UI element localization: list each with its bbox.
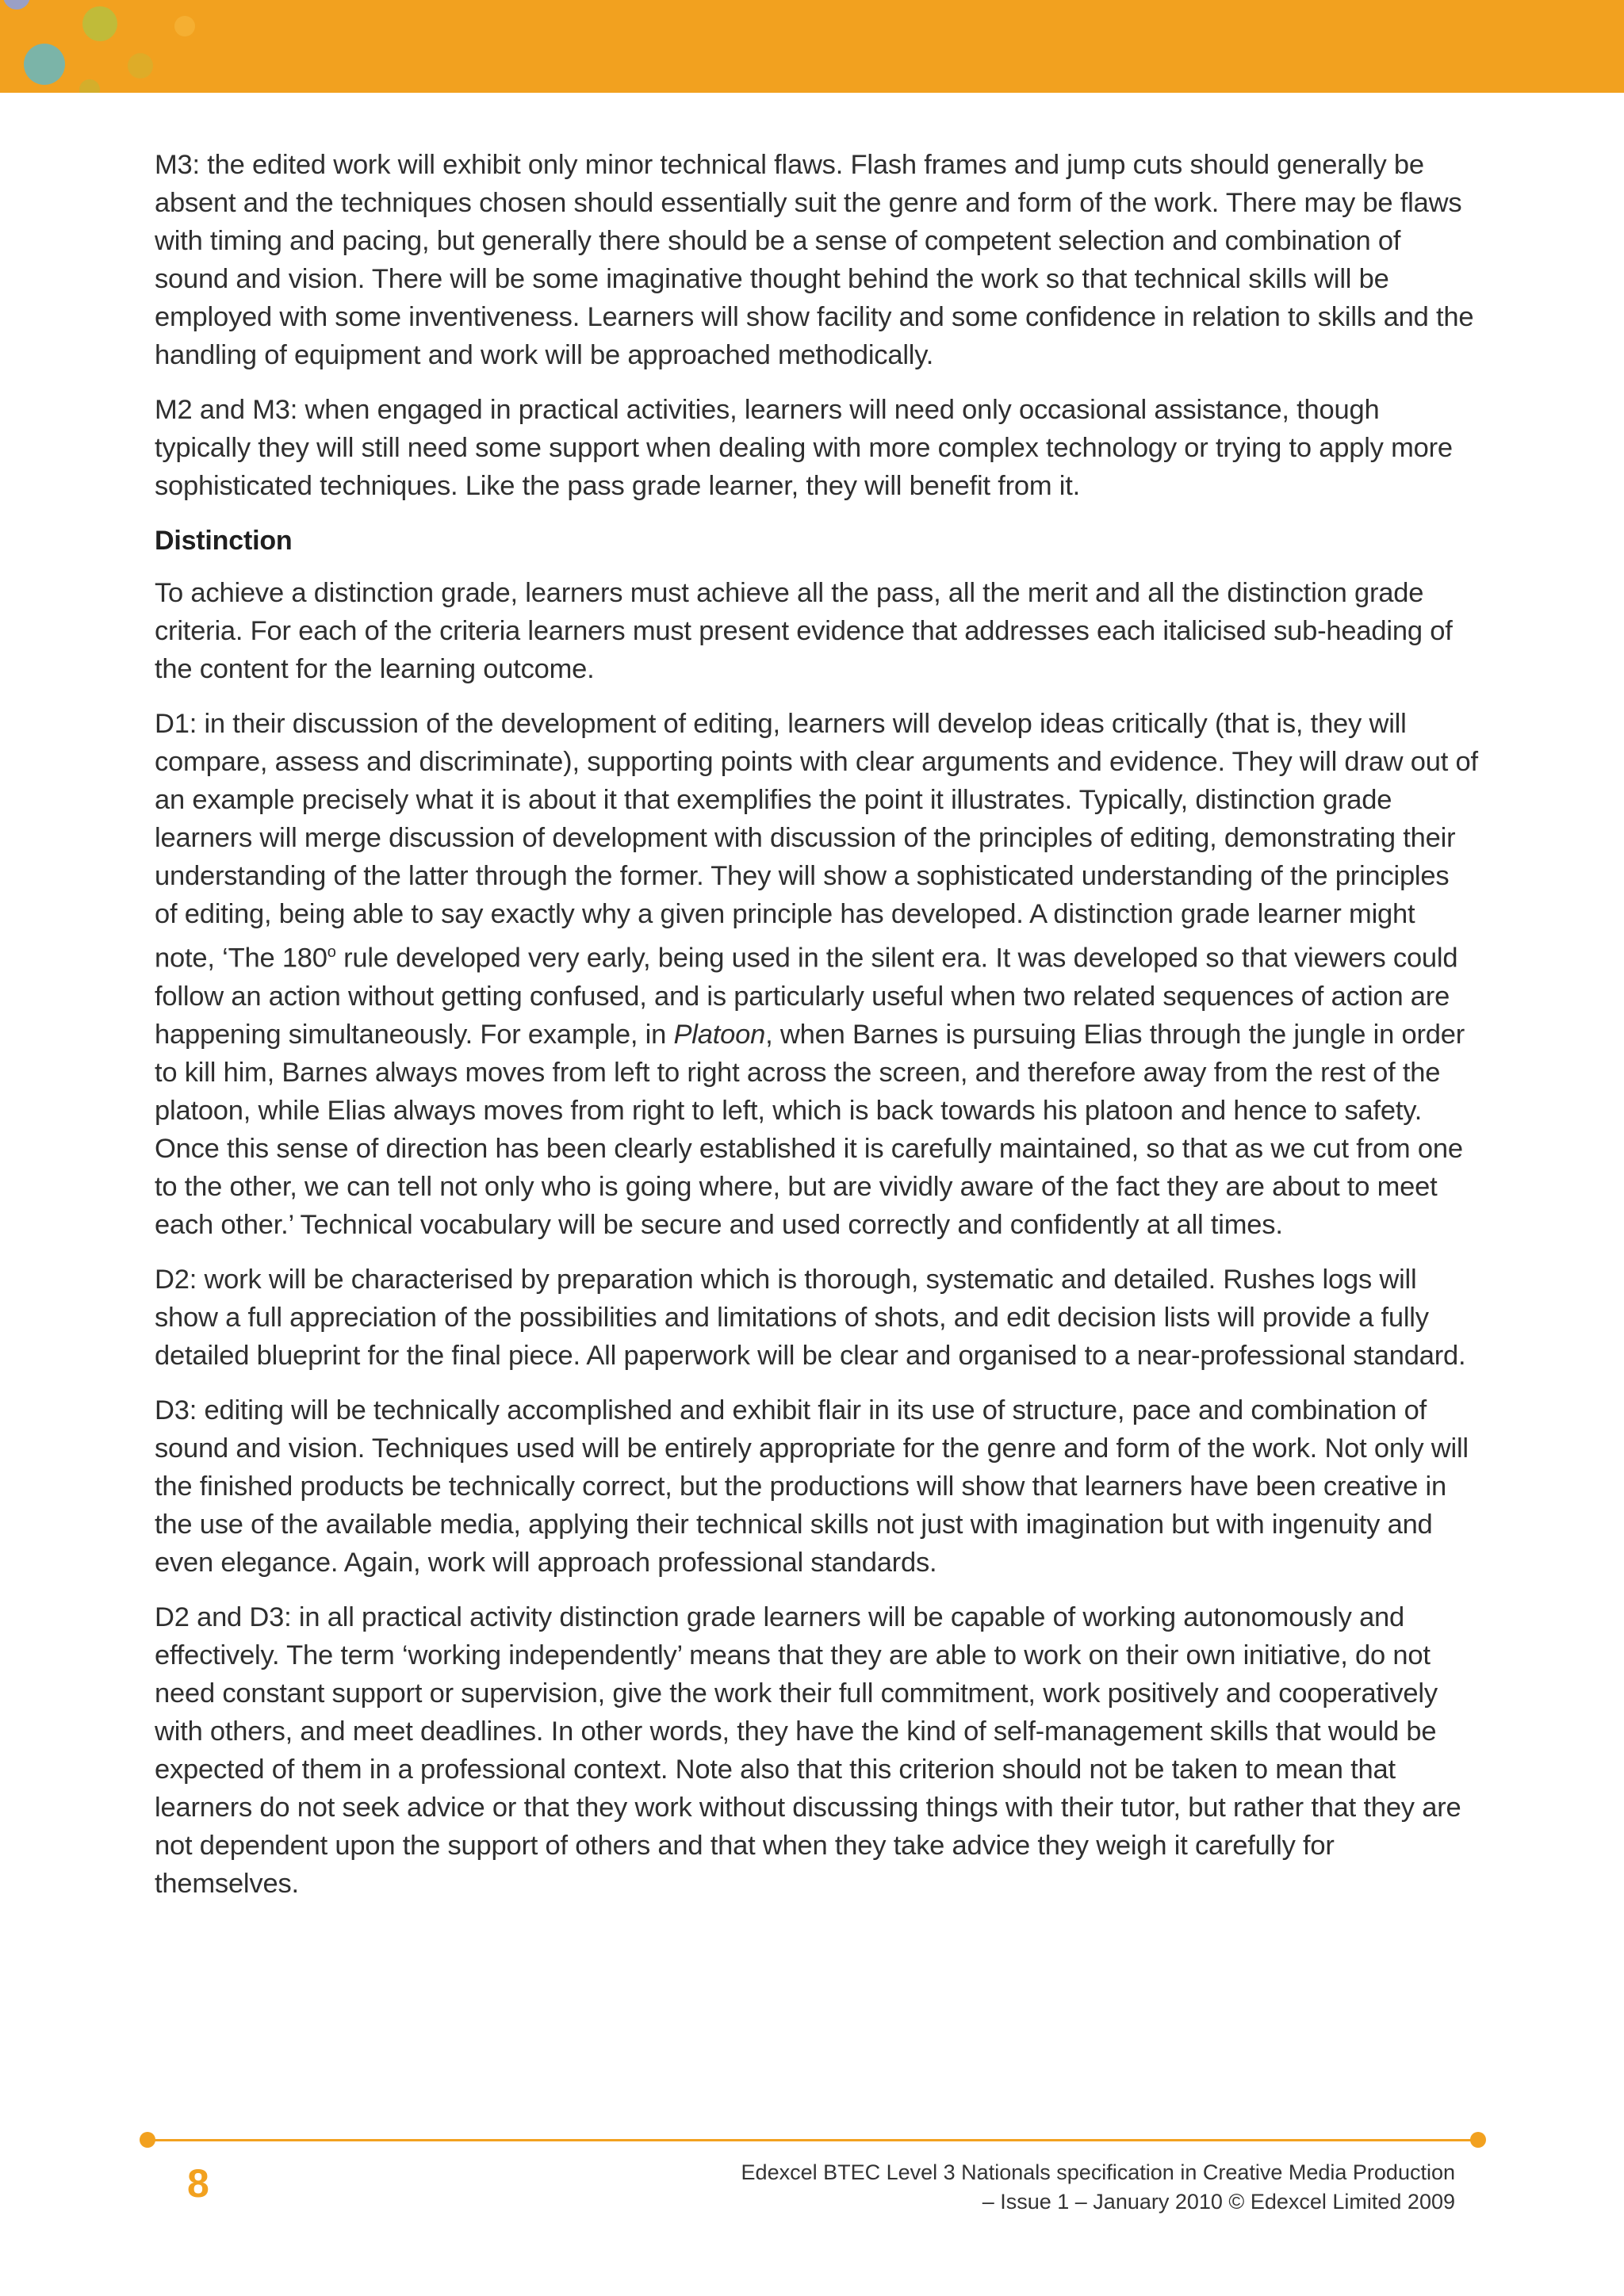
degree-symbol: o bbox=[327, 943, 336, 961]
d2-d3-paragraph: D2 and D3: in all practical activity distinction grade learners will be capable of working autonomously and effectively. The term ‘working independently’ means that they are able to work on their own initiative, do not need constant support or supervision, give the work their full commitment, work positively and cooperatively with others, and meet deadlines. In other words, they have the kind of self-management skills that would be expected of them in a professional context. Note also that this criterion should not be taken to mean that learners do not seek advice or that they work without discussing things with their tutor, but rather that they are not dependent upon the support of others and that when they take advice they weigh it carefully for themselves. bbox=[155, 1601, 1461, 1899]
distinction-intro-paragraph: To achieve a distinction grade, learners must achieve all the pass, all the merit and all the distinction grade criteria. For each of the criteria learners must present evidence that addresses each italicised sub-heading of the content for the learning outcome. bbox=[155, 578, 1453, 684]
d1-text-part1: D1: in their discussion of the development of editing, learners will develop ideas critically (that is, they will compare, assess and discriminate), supporting points with clear arguments and evidence. They will draw out of an example precisely what it is about it that exemplifies the point it illustrates. Typically, distinction grade learners will merge discussion of development with discussion of the principles of editing, demonstrating their understanding of the latter through the former. They will show a sophisticated understanding of the principles of editing, being able to say exactly why a given principle has developed. A distinction grade learner might note, ‘The 180 bbox=[155, 709, 1478, 974]
m3-paragraph: M3: the edited work will exhibit only minor technical flaws. Flash frames and jump cuts should generally be absent and the techniques chosen should essentially suit the genre and form of the work. There may be flaws with timing and pacing, but generally there should be a sense of competent selection and combination of sound and vision. There will be some imaginative thought behind the work so that technical skills will be employed with some inventiveness. Learners will show facility and some confidence in relation to skills and the handling of equipment and work will be approached methodically. bbox=[155, 150, 1474, 370]
footer-citation bbox=[741, 2158, 1455, 2217]
d2-paragraph: D2: work will be characterised by preparation which is thorough, systematic and detailed. Rushes logs will show a full appreciation of the possibilities and limitations of shots, and edit decision lists will provide a fully detailed blueprint for the final piece. All paperwork will be clear and organised to a near-professional standard. bbox=[155, 1264, 1466, 1371]
decorative-circle bbox=[3, 0, 30, 10]
decorative-circle bbox=[128, 53, 153, 78]
d1-text-part3: , when Barnes is pursuing Elias through the jungle in order to kill him, Barnes always moves from left to right across the screen, and therefore away from the rest of the platoon, while Elias always moves from right to left, which is back towards his platoon and hence to safety. Once this sense of direction has been clearly established it is carefully maintained, so that as we cut from one to the other, we can tell not only who is going where, but are vividly aware of the fact they are about to meet each other.’ Technical vocabulary will be secure and used correctly and confidently at all times. bbox=[155, 1019, 1465, 1240]
footer-line-2: – Issue 1 – January 2010 © Edexcel Limited 2009 bbox=[982, 2190, 1455, 2214]
footer-rule bbox=[147, 2139, 1479, 2141]
page-number: 8 bbox=[187, 2161, 209, 2206]
decorative-circle bbox=[24, 44, 65, 85]
body-content bbox=[155, 146, 1479, 1919]
m2-m3-paragraph: M2 and M3: when engaged in practical activities, learners will need only occasional assistance, though typically they will still need some support when dealing with more complex technology or trying to apply more sophisticated techniques. Like the pass grade learner, they will benefit from it. bbox=[155, 395, 1453, 501]
decorative-circle bbox=[174, 16, 195, 36]
d1-text-part2: rule developed very early, being used in the silent era. It was developed so that viewers could follow an action without getting confused, and is particularly useful when two related sequences of action are happening simultaneously. For example, in bbox=[155, 943, 1458, 1050]
footer-line-1: Edexcel BTEC Level 3 Nationals specification in Creative Media Production bbox=[741, 2160, 1455, 2184]
decorative-circle bbox=[82, 6, 117, 41]
d3-paragraph: D3: editing will be technically accomplished and exhibit flair in its use of structure, pace and combination of sound and vision. Techniques used will be entirely appropriate for the genre and form of the work. Not only will the finished products be technically correct, but the productions will show that learners have been creative in the use of the available media, applying their technical skills not just with imagination but with ingenuity and even elegance. Again, work will approach professional standards. bbox=[155, 1395, 1469, 1578]
film-title: Platoon bbox=[673, 1019, 766, 1050]
distinction-heading: Distinction bbox=[155, 526, 293, 556]
decorative-circle bbox=[79, 79, 100, 93]
d1-paragraph bbox=[155, 705, 1479, 1244]
footer-line-right-dot bbox=[1470, 2132, 1486, 2148]
header-band bbox=[0, 0, 1624, 93]
